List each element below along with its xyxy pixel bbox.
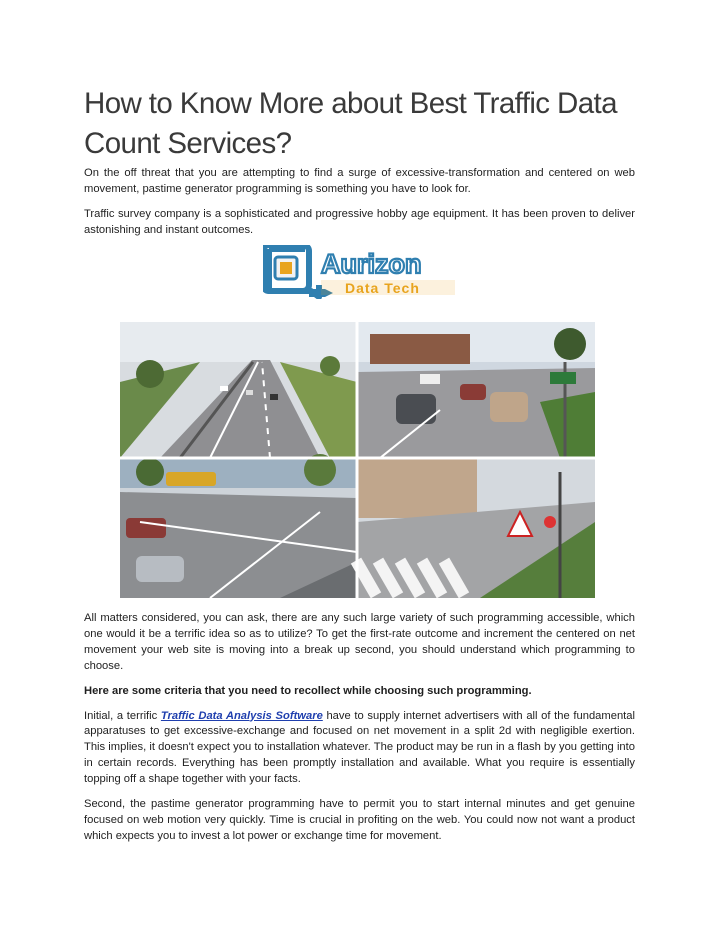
page-title: How to Know More about Best Traffic Data Count Services? xyxy=(84,87,617,160)
p2-after-text: have to supply internet advertisers with all of the fundamental apparatuses to get excessive-exchange and focused on net movement in a split 2d with negligible exertion. This implies, it doesn't expect you to installation whatever. The product may be run in a flash by you getting into in certain records. Everything has been promptly installation and available. What you require is essentially topping off a shape together with your facts. xyxy=(84,709,635,786)
document-page xyxy=(84,84,635,842)
logo-orange-square-icon xyxy=(280,262,292,274)
body-paragraph-3: Second, the pastime generator programming have to permit you to start internal minutes and get genuine focused on web motion very quickly. Time is crucial in profiting on the web. You could now not want a product which expects you to invest a lot power or exchange time for movement. xyxy=(84,798,635,842)
logo-graphic xyxy=(263,245,459,299)
intro-paragraph-1: On the off threat that you are attempting to find a surge of excessive-transformation and centered on web movement, pastime generator programming is something you have to look for. xyxy=(84,167,635,195)
photo-crosswalk xyxy=(351,458,595,598)
p2-before-text: Initial, a terrific xyxy=(84,709,161,722)
photo-intersection xyxy=(357,322,595,458)
aurizon-logo xyxy=(263,245,459,299)
intro-paragraph-2: Traffic survey company is a sophisticated and progressive hobby age equipment. It has been proven to deliver astonishing and instant outcomes. xyxy=(84,207,635,236)
body-paragraph-2 xyxy=(84,709,635,789)
traffic-camera-collage xyxy=(120,322,595,598)
traffic-photo-image xyxy=(120,322,595,598)
photo-highway xyxy=(120,322,357,458)
logo-text-main: Aurizon xyxy=(321,249,422,279)
criteria-heading: Here are some criteria that you need to recollect while choosing such programming. xyxy=(84,684,532,697)
body-paragraph-1: All matters considered, you can ask, there are any such large variety of such programming accessible, which one would it be a terrific idea so as to utilize? To get the first-rate outcome and increment the centered on net movement your web site is moving into a break up second, you should understand which programming to choose. xyxy=(84,612,635,672)
logo-text-sub: Data Tech xyxy=(345,280,420,296)
body-section xyxy=(84,611,635,854)
traffic-data-analysis-software-link[interactable]: Traffic Data Analysis Software xyxy=(160,709,323,722)
photo-roundabout xyxy=(120,454,357,598)
